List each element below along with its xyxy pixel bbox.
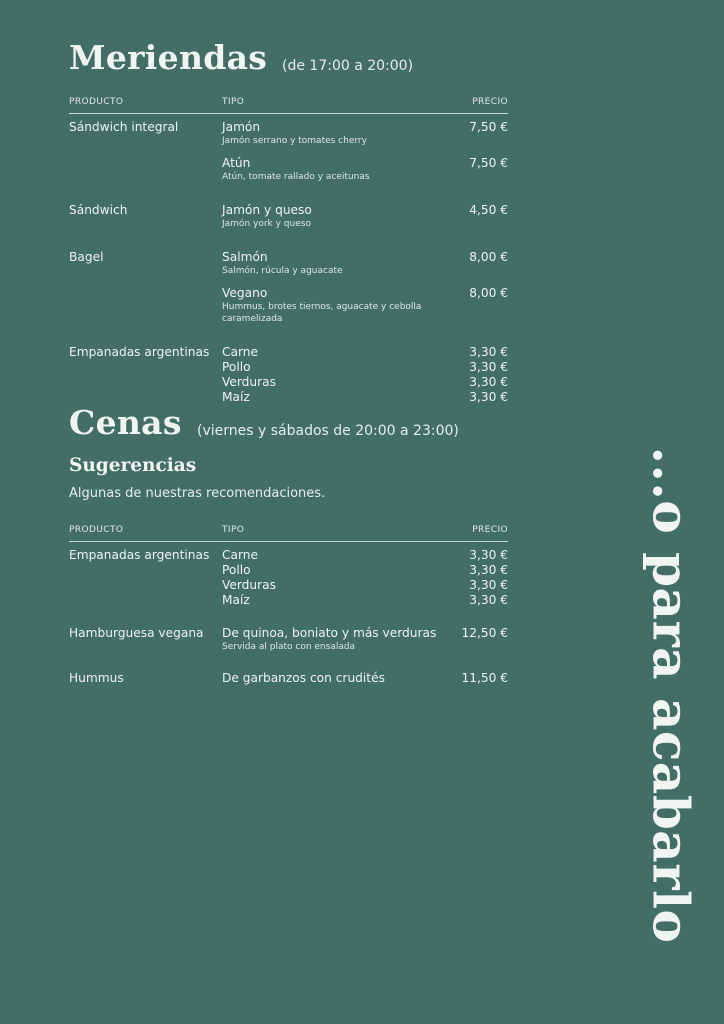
- variant-name: Atún: [222, 156, 251, 170]
- product-name: Sándwich: [69, 203, 128, 217]
- variant-price: 8,00 €: [469, 286, 508, 300]
- table-row: [69, 671, 508, 686]
- variant-price: 12,50 €: [461, 626, 508, 640]
- variant-description: Salmón, rúcula y aguacate: [222, 266, 343, 276]
- product-name: Empanadas argentinas: [69, 548, 210, 562]
- variant-list: [222, 626, 508, 653]
- table-row: [69, 626, 508, 653]
- variant-name: Pollo: [222, 563, 251, 577]
- variant-name: De quinoa, boniato y más verduras: [222, 626, 437, 640]
- table-row: [69, 120, 508, 183]
- table-row: [69, 203, 508, 230]
- variant-price: 11,50 €: [461, 671, 508, 685]
- variant-description: Jamón serrano y tomates cherry: [222, 136, 367, 146]
- variant-price: 3,30 €: [469, 360, 508, 374]
- header-price: PRECIO: [472, 97, 508, 107]
- header-type: TIPO: [222, 525, 245, 535]
- variant-name: Pollo: [222, 360, 251, 374]
- variant-price: 3,30 €: [469, 563, 508, 577]
- variant-list: [222, 250, 508, 325]
- variant-name: Jamón y queso: [222, 203, 312, 217]
- variant-price: 7,50 €: [469, 156, 508, 170]
- variant-price: 7,50 €: [469, 120, 508, 134]
- variant-price: 3,30 €: [469, 345, 508, 359]
- variant-item: [222, 345, 508, 360]
- variant-item: [222, 593, 508, 608]
- variant-item: [222, 375, 508, 390]
- product-name: Hamburguesa vegana: [69, 626, 204, 640]
- variant-description: Atún, tomate rallado y aceitunas: [222, 172, 370, 182]
- product-name: Sándwich integral: [69, 120, 179, 134]
- product-name: Hummus: [69, 671, 124, 685]
- table-header: [69, 521, 508, 542]
- product-name: Empanadas argentinas: [69, 345, 210, 359]
- variant-price: 3,30 €: [469, 548, 508, 562]
- variant-item: [222, 156, 508, 183]
- variant-price: 4,50 €: [469, 203, 508, 217]
- variant-name: Maíz: [222, 593, 250, 607]
- variant-list: [222, 671, 508, 686]
- variant-item: [222, 360, 508, 375]
- variant-description: Servida al plato con ensalada: [222, 642, 356, 652]
- variant-item: [222, 548, 508, 563]
- variant-name: Vegano: [222, 286, 268, 300]
- variant-item: [222, 563, 508, 578]
- variant-description: Jamón york y queso: [222, 219, 311, 229]
- variant-name: Verduras: [222, 578, 276, 592]
- variant-item: [222, 626, 508, 653]
- side-tagline: ...o para acabarlo: [641, 446, 701, 944]
- variant-list: [222, 120, 508, 183]
- variant-price: 3,30 €: [469, 593, 508, 607]
- variant-item: [222, 203, 508, 230]
- variant-item: [222, 286, 508, 325]
- cenas-title: Cenas: [69, 403, 182, 442]
- variant-list: [222, 345, 508, 405]
- variant-name: Verduras: [222, 375, 276, 389]
- variant-list: [222, 548, 508, 608]
- cenas-table: [69, 521, 508, 686]
- variant-list: [222, 203, 508, 230]
- meriendas-hours: (de 17:00 a 20:00): [282, 58, 414, 74]
- variant-description: Hummus, brotes tiernos, aguacate y cebolla caramelizada: [222, 302, 422, 324]
- variant-name: De garbanzos con crudités: [222, 671, 385, 685]
- variant-name: Jamón: [222, 120, 261, 134]
- sugerencias-intro: Algunas de nuestras recomendaciones.: [69, 486, 326, 501]
- variant-price: 8,00 €: [469, 250, 508, 264]
- variant-item: [222, 120, 508, 147]
- header-product: PRODUCTO: [69, 525, 124, 535]
- header-type: TIPO: [222, 97, 245, 107]
- variant-name: Maíz: [222, 390, 250, 404]
- cenas-hours: (viernes y sábados de 20:00 a 23:00): [197, 423, 459, 439]
- variant-name: Carne: [222, 548, 258, 562]
- variant-price: 3,30 €: [469, 578, 508, 592]
- variant-item: [222, 250, 508, 277]
- table-row: [69, 250, 508, 325]
- variant-name: Salmón: [222, 250, 268, 264]
- variant-item: [222, 578, 508, 593]
- variant-item: [222, 671, 508, 686]
- header-price: PRECIO: [472, 525, 508, 535]
- product-name: Bagel: [69, 250, 104, 264]
- meriendas-table: [69, 93, 508, 405]
- variant-price: 3,30 €: [469, 390, 508, 404]
- variant-name: Carne: [222, 345, 258, 359]
- table-header: [69, 93, 508, 114]
- sugerencias-heading: Sugerencias: [69, 455, 197, 476]
- variant-price: 3,30 €: [469, 375, 508, 389]
- table-row: [69, 345, 508, 405]
- variant-item: [222, 390, 508, 405]
- meriendas-title: Meriendas: [69, 38, 268, 77]
- table-row: [69, 548, 508, 608]
- header-product: PRODUCTO: [69, 97, 124, 107]
